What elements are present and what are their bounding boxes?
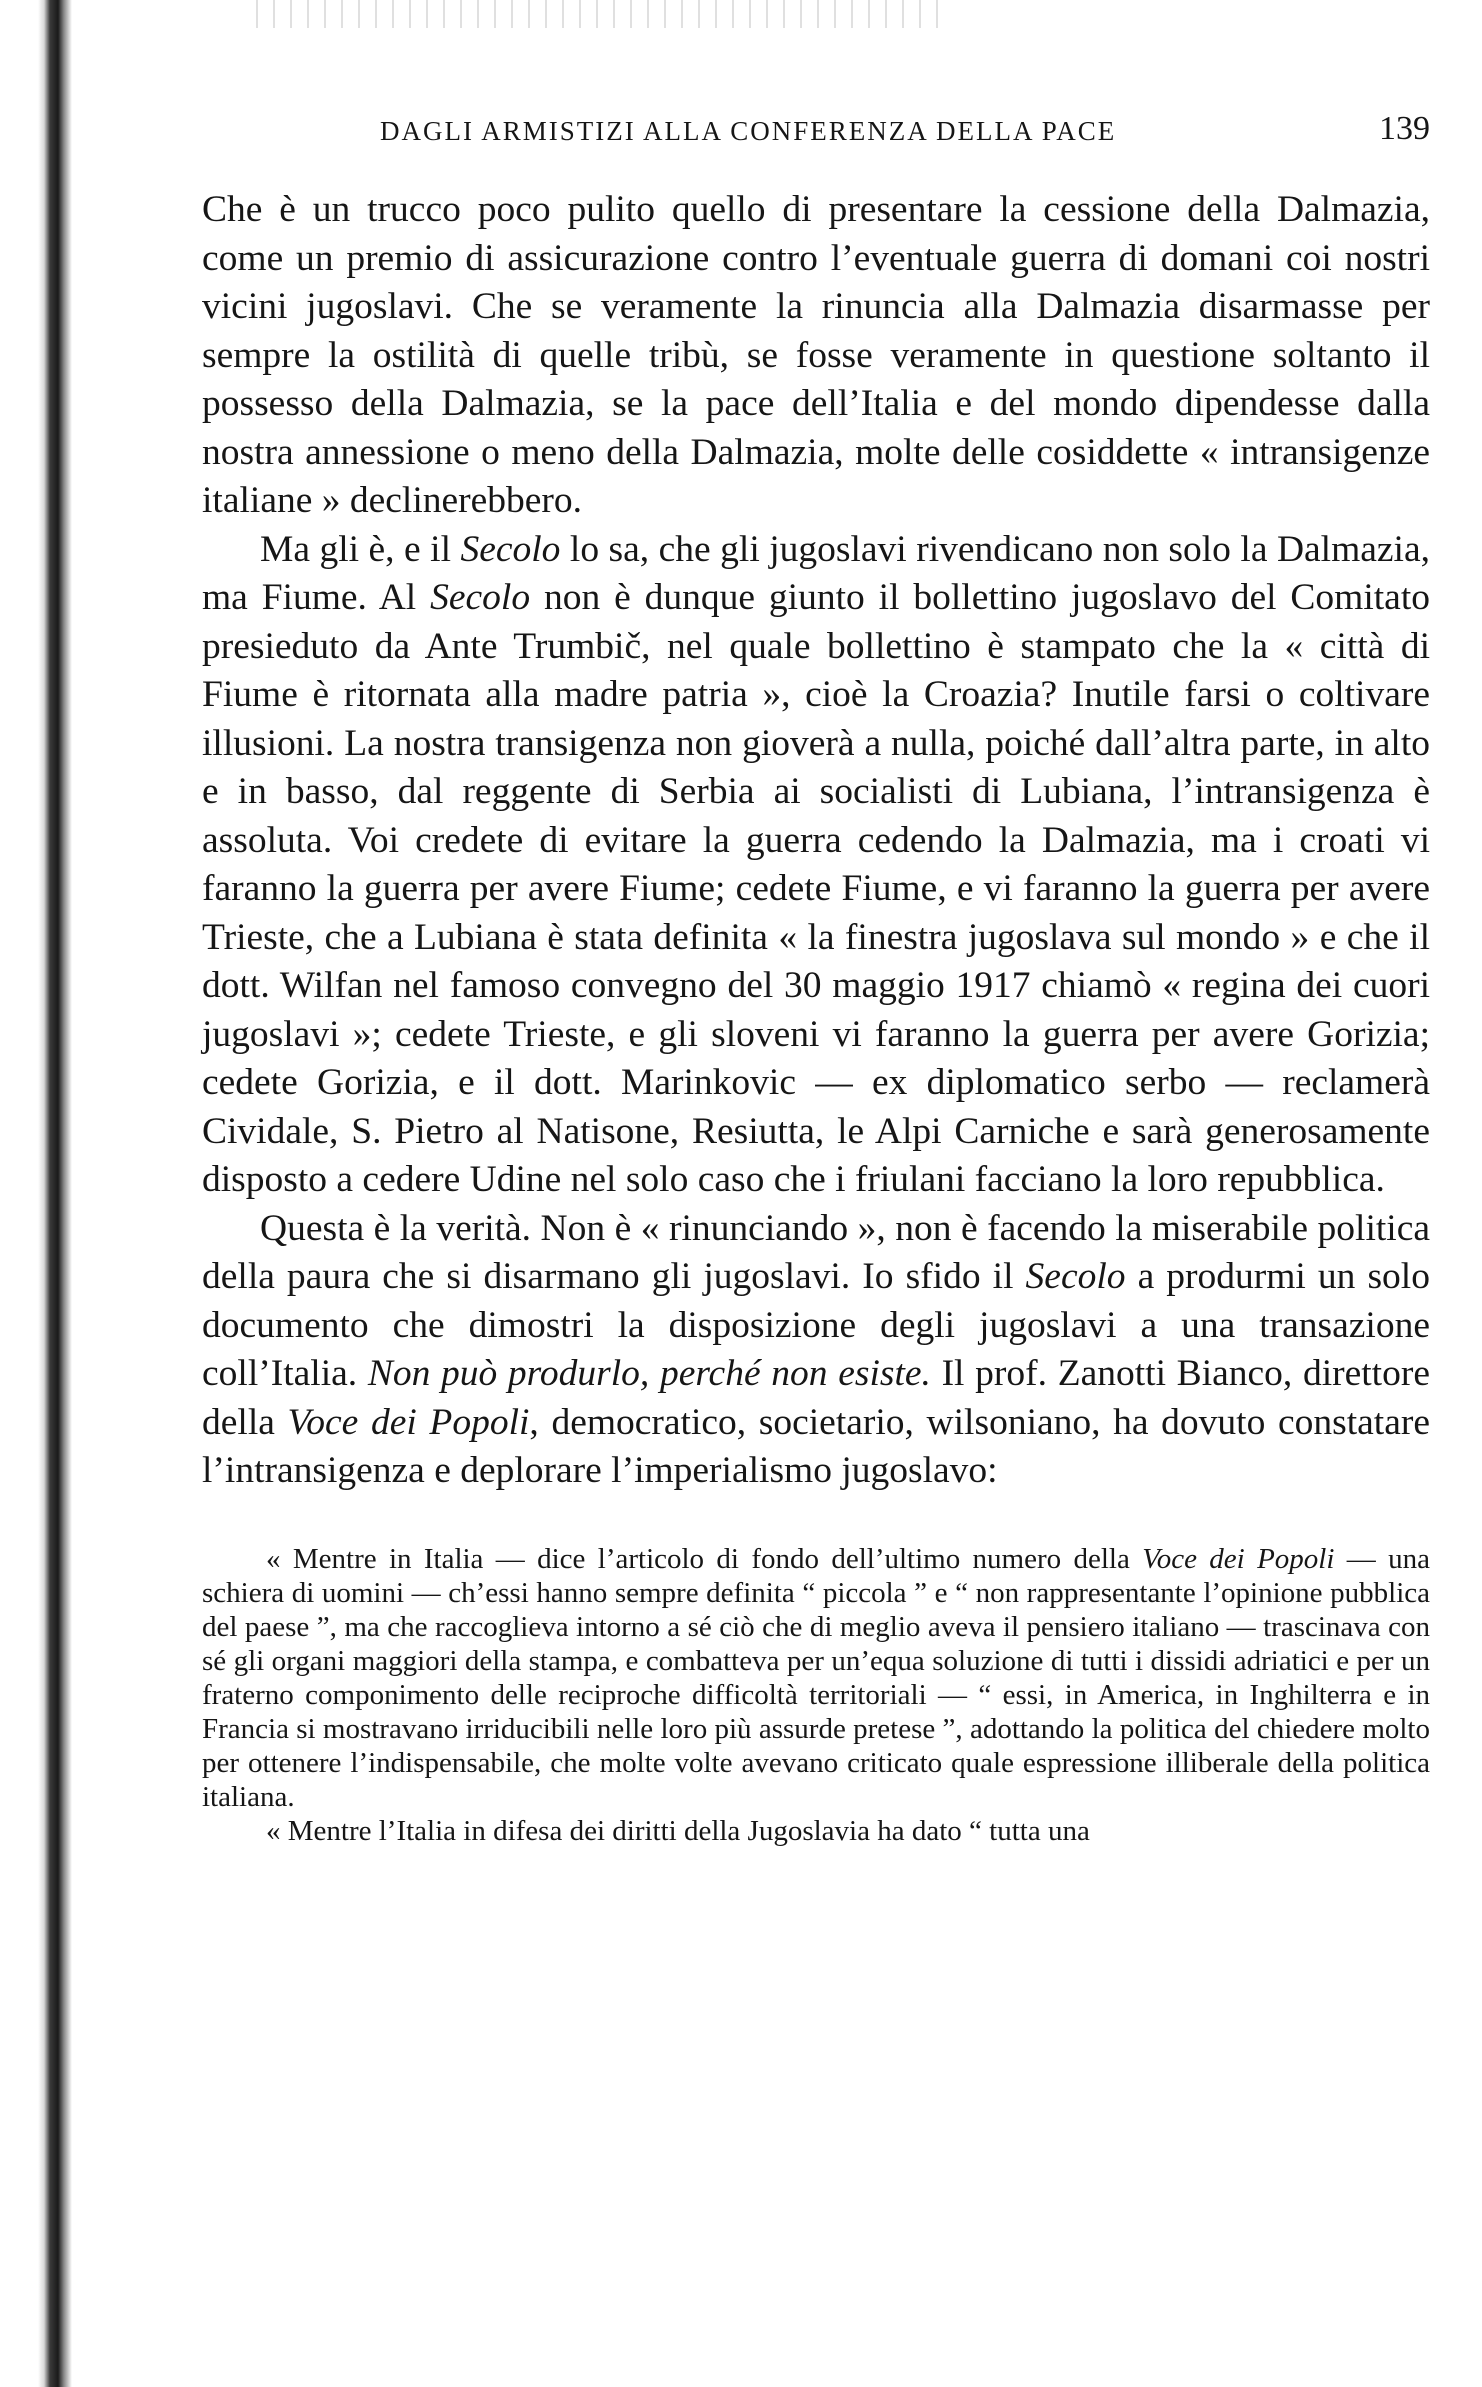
scan-noise — [250, 0, 950, 28]
italic-secolo: Secolo — [460, 528, 561, 570]
page-header — [202, 108, 1430, 158]
book-page — [202, 108, 1430, 1848]
italic-voce-dei-popoli: Voce dei Popoli — [1142, 1542, 1335, 1575]
book-spine-shadow — [0, 0, 72, 2387]
paragraph-1: Che è un trucco poco pulito quello di presentare la cessione della Dalmazia, come un premio di assicurazione contro l’eventuale guerra di domani coi nostri vicini jugoslavi. Che se veramente la rinuncia alla Dalmazia disarmasse per sempre la ostilità di quelle tribù, se fosse veramente in questione soltanto il possesso della Dalmazia, se la pace dell’Italia e del mondo dipendesse dalla nostra annessione o meno della Dalmazia, molte delle cosiddette « intransigenze italiane » declinerebbero. — [202, 189, 1430, 521]
italic-emphasis: Non può produrlo, perché non esiste. — [367, 1353, 931, 1394]
quote-paragraph-1: « Mentre in Italia — dice l’articolo di fondo dell’ultimo numero della Voce dei Popoli — una schiera di uomini — ch’essi hanno sempre definita “ piccola ” e “ non rappresentante l’opinione pubblica del paese ”, ma che raccoglieva intorno a sé ciò che di meglio aveva il pensiero italiano — trascinava con sé gli organi maggiori della stampa, e combatteva per un’equa soluzione di tutti i dissidi adriatici e per un fraterno componimento delle reciproche difficoltà territoriali — “ essi, in America, in Inghilterra e in Francia si mostravano irriducibili nelle loro più assurde pretese ”, adottando la politica del chiedere molto per ottenere l’indispensabile, che molte volte avevano criticato quale espressione illiberale della politica italiana. — [202, 1542, 1430, 1813]
page-number: 139 — [1379, 110, 1430, 147]
italic-voce-dei-popoli: Voce dei Popoli — [287, 1401, 530, 1443]
paragraph-3: Questa è la verità. Non è « rinunciando », non è facendo la miserabile politica della paura che si disarmano gli jugoslavi. Io sfido il Secolo a produrmi un solo documento che dimostri la disposizione degli jugoslavi a una transazione coll’Italia. Non può produrlo, perché non esiste. Il prof. Zanotti Bianco, direttore della Voce dei Popoli, democratico, societario, wilsoniano, ha dovuto constatare l’intransigenza e deplorare l’imperialismo jugoslavo: — [202, 1207, 1430, 1491]
paragraph-2: Ma gli è, e il Secolo lo sa, che gli jugoslavi rivendicano non solo la Dalmazia, ma Fiume. Al Secolo non è dunque giunto il bollettino jugoslavo del Comitato presieduto da Ante Trumbič, nel quale bollettino è stampato che la « città di Fiume è ritornata alla madre patria », cioè la Croazia? Inutile farsi o coltivare illusioni. La nostra transigenza non gioverà a nulla, poiché dall’altra parte, in alto e in basso, dal reggente di Serbia ai socialisti di Lubiana, l’intransigenza è assoluta. Voi credete di evitare la guerra cedendo la Dalmazia, ma i croati vi faranno la guerra per avere Fiume; cedete Fiume, e vi faranno la guerra per avere Trieste, che a Lubiana è stata definita « la finestra jugoslava sul mondo » e che il dott. Wilfan nel famoso convegno del 30 maggio 1917 chiamò « regina dei cuori jugoslavi »; cedete Trieste, e gli sloveni vi faranno la guerra per avere Gorizia; cedete Gorizia, e il dott. Marinkovic — ex diplomatico serbo — reclamerà Cividale, S. Pietro al Natisone, Resiutta, le Alpi Carniche e sarà generosamente disposto a cedere Udine nel solo caso che i friulani facciano la loro repubblica. — [202, 528, 1430, 1200]
block-quote — [202, 1542, 1430, 1848]
italic-secolo: Secolo — [430, 577, 531, 618]
quote-paragraph-2: « Mentre l’Italia in difesa dei diritti della Jugoslavia ha dato “ tutta una — [266, 1814, 1090, 1847]
running-title: DAGLI ARMISTIZI ALLA CONFERENZA DELLA PACE — [380, 116, 1117, 146]
italic-secolo: Secolo — [1025, 1256, 1126, 1297]
